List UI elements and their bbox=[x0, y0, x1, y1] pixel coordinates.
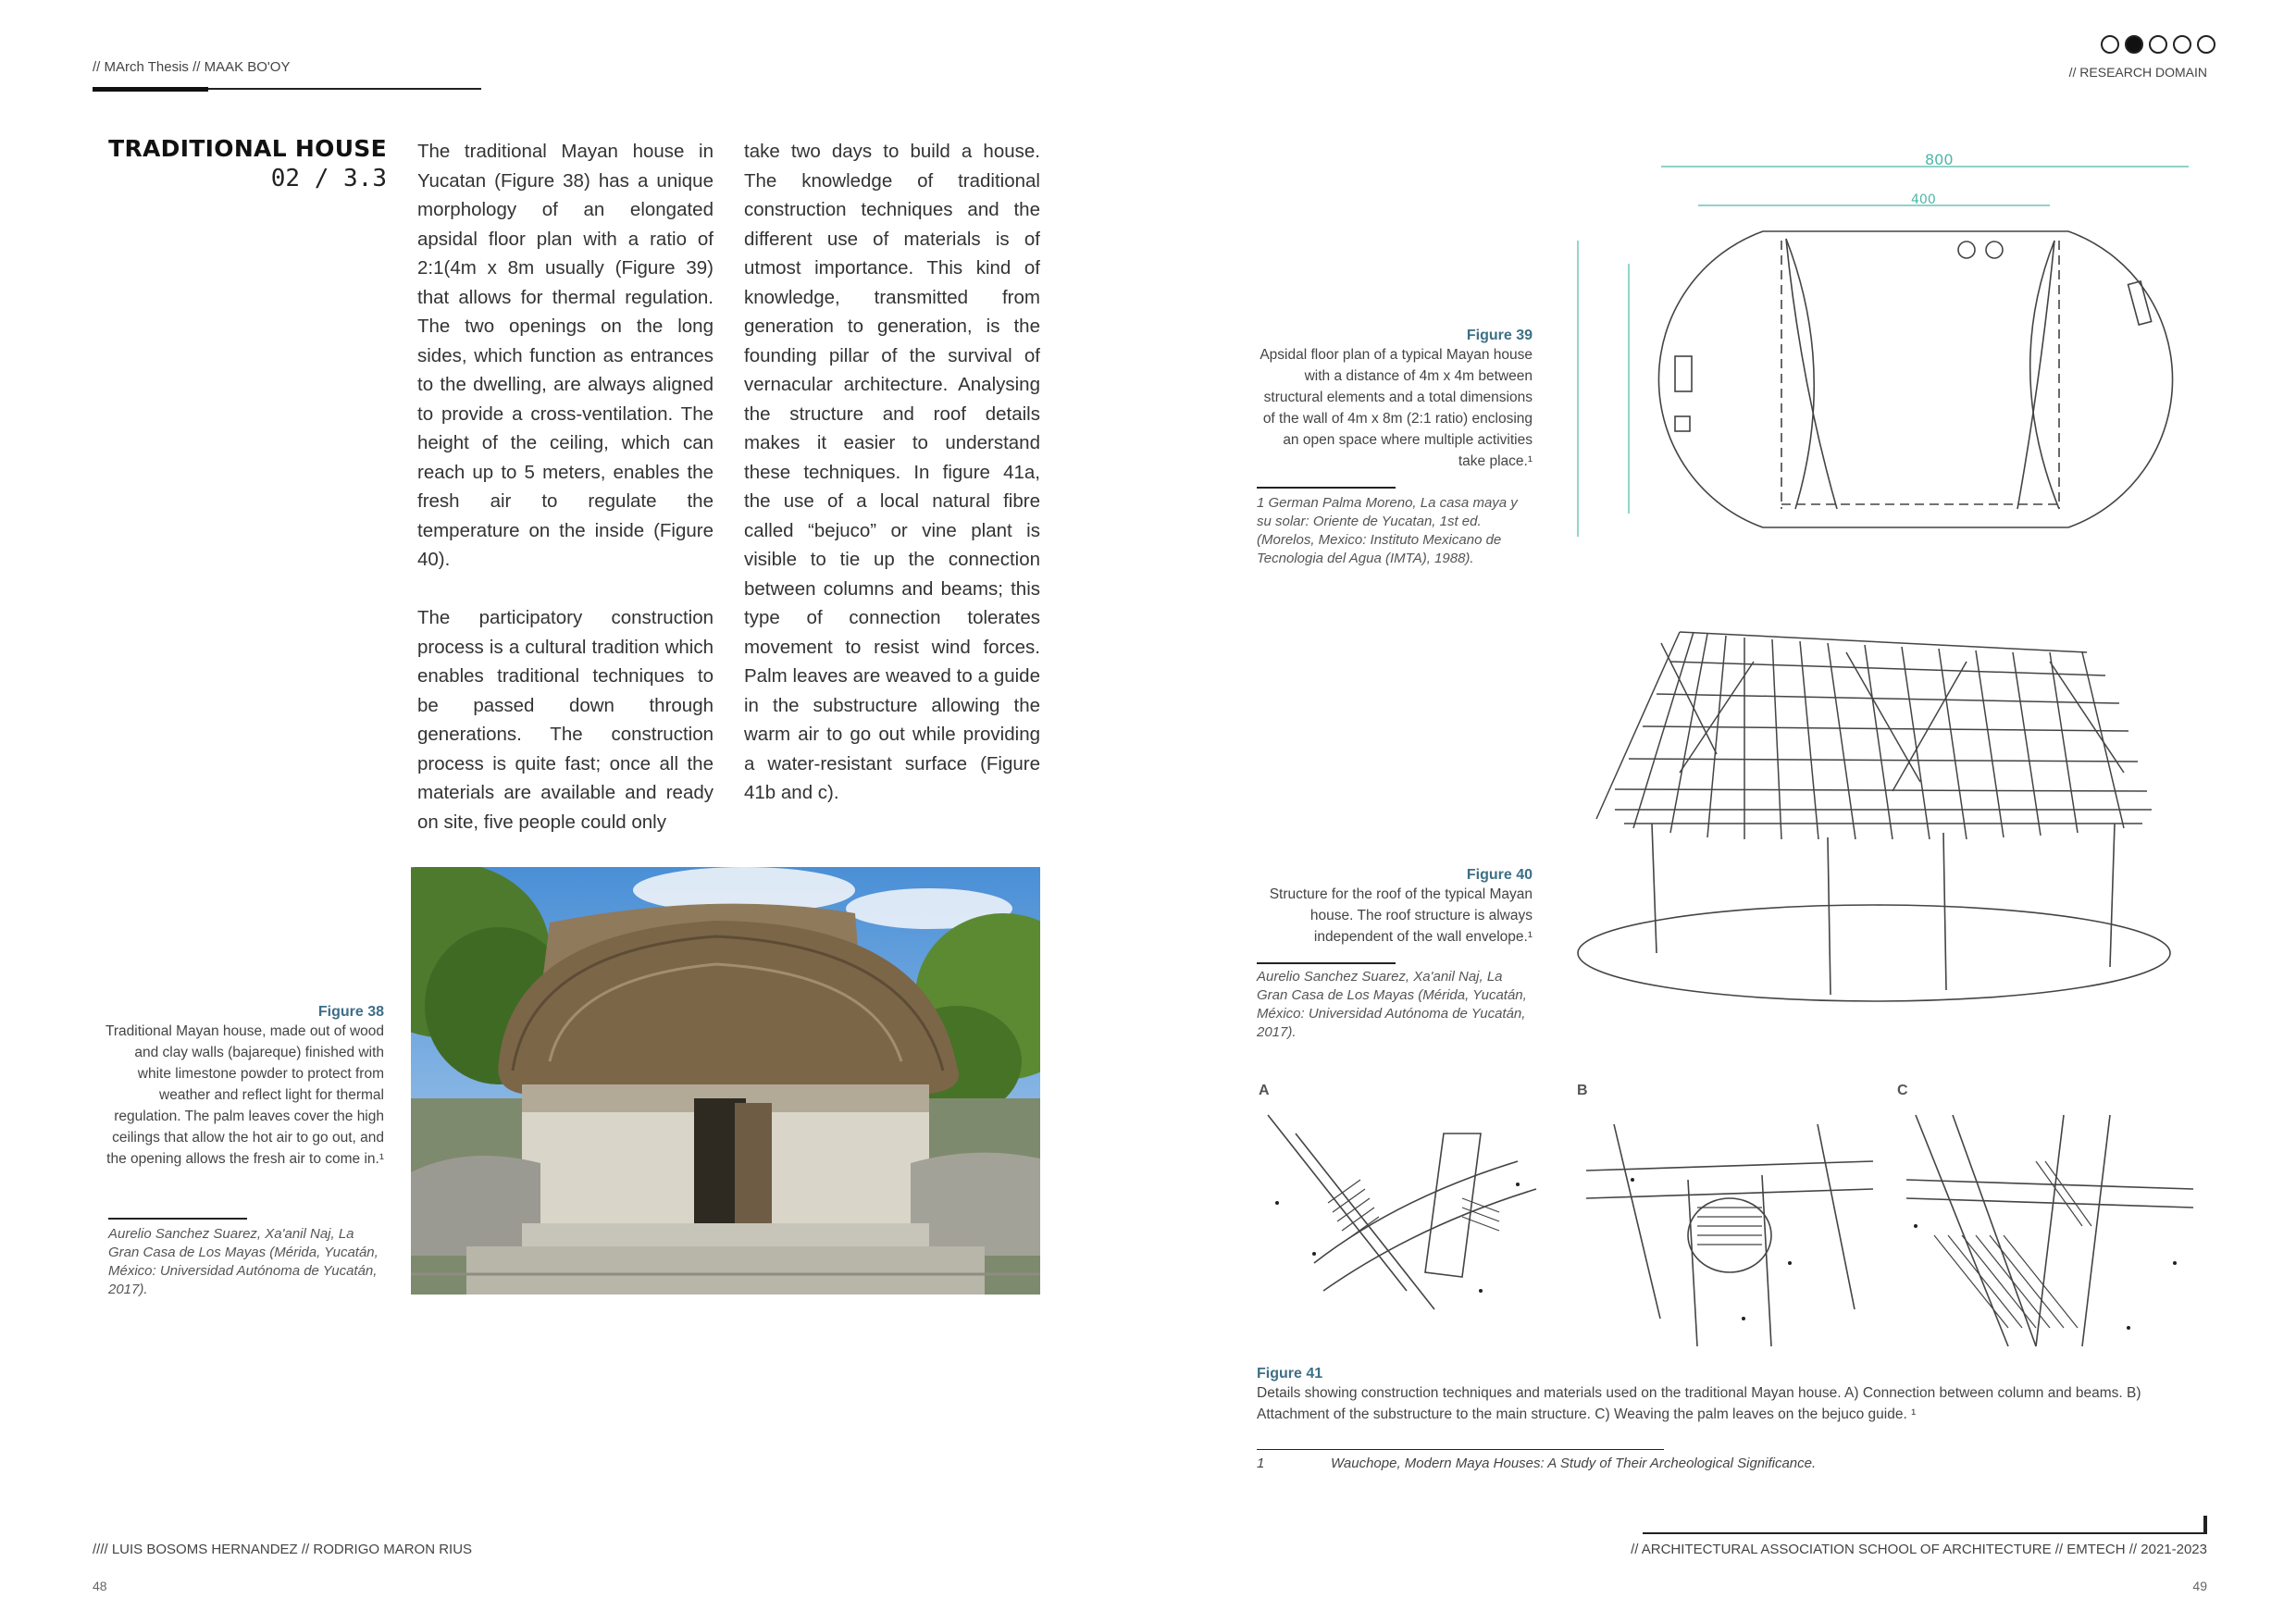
page-number-right: 49 bbox=[2192, 1579, 2207, 1593]
section-title: TRADITIONAL HOUSE bbox=[108, 135, 387, 162]
figure-40-title: Figure 40 bbox=[1466, 867, 1533, 883]
header-right: // RESEARCH DOMAIN bbox=[2068, 65, 2207, 80]
progress-dots bbox=[2101, 35, 2215, 54]
figure-40-rule bbox=[1257, 962, 1396, 964]
body-column-1 bbox=[417, 137, 714, 866]
body-paragraph: take two days to build a house. The knowledge of traditional construction techniques and the different use of materials is of utmost importance. This kind of knowledge, transmitted from generation to generation, is the founding pillar of the survival of vernacular architecture. Analysing the structure and roof details makes it easier to understand these techniques. In figure 41a, the use of a local natural fibre called “bejuco” or vine plant is visible to tie up the connection between columns and beams; this type of connection tolerates movement to resist wind forces. Palm leaves are weaved to a guide in the substructure allowing the warm air to go out while providing a water-resistant surface (Figure 41b and c). bbox=[744, 141, 1040, 803]
figure-40-text: Structure for the roof of the typical Mayan house. The roof structure is always independent of the wall envelope.¹ bbox=[1269, 886, 1533, 945]
figure-39-floor-plan bbox=[1559, 139, 2207, 546]
figure-40-caption bbox=[1259, 867, 1533, 948]
figure-41-detail-a bbox=[1259, 1106, 1564, 1356]
footer-rule bbox=[1643, 1532, 2207, 1534]
figure-41-note-number: 1 bbox=[1257, 1456, 1265, 1471]
figure-41-text: Details showing construction techniques and materials used on the traditional Mayan house. A) Connection between column and beams. B) Attachment of the substructure to the main structure. C) Weaving the palm leaves on the bejuco guide. ¹ bbox=[1257, 1385, 2141, 1422]
figure-41-label-b: B bbox=[1577, 1083, 1588, 1098]
figure-39-title: Figure 39 bbox=[1466, 328, 1533, 343]
body-paragraph: The traditional Mayan house in Yucatan (Figure 38) has a unique morphology of an elongated apsidal floor plan with a ratio of 2:1(4m x 8m usually (Figure 39) that allows for thermal regulation. The two openings on the long sides, which function as entrances to the dwelling, are always aligned to provide a cross-ventilation. The height of the ceiling, which can reach up to 5 meters, enables the fresh air to regulate the temperature on the inside (Figure 40). bbox=[417, 141, 714, 570]
figure-39-text: Apsidal floor plan of a typical Mayan house with a distance of 4m x 4m between structural elements and a total dimensions of the wall of 4m x 8m (2:1 ratio) enclosing an open space where multiple activities take place.¹ bbox=[1260, 347, 1533, 469]
figure-38-text: Traditional Mayan house, made out of wood and clay walls (bajareque) finished with white limestone powder to protect from weather and reflect light for thermal regulation. The palm leaves cover the high ceilings that allow the hot air to go out, and the opening allows the fresh air to come in.¹ bbox=[105, 1023, 384, 1167]
figure-39-note: 1 German Palma Moreno, La casa maya y su solar: Oriente de Yucatan, 1st ed. (Morelos, Mexico: Instituto Mexicano de Tecnologia del Agua (IMTA), 1988). bbox=[1257, 495, 1518, 566]
footer-school: // ARCHITECTURAL ASSOCIATION SCHOOL OF ARCHITECTURE // EMTECH // 2021-2023 bbox=[1631, 1542, 2207, 1557]
body-paragraph: The participatory construction process is a cultural tradition which enables traditional techniques to be passed down through generations. The construction process is quite fast; once all the materials are available and ready on site, five people could only bbox=[417, 607, 714, 833]
figure-41-note bbox=[1257, 1456, 2210, 1471]
footer-rule-tick bbox=[2203, 1516, 2207, 1534]
figure-40-roof-structure bbox=[1569, 625, 2179, 1013]
body-column-2 bbox=[744, 137, 1040, 836]
figure-38-rule bbox=[108, 1218, 247, 1220]
progress-dot bbox=[2149, 35, 2167, 54]
figure-38-caption bbox=[102, 1004, 384, 1170]
figure-41-label-c: C bbox=[1897, 1083, 1908, 1098]
dim-mid-label: 400 bbox=[1911, 192, 1936, 207]
figure-38-photo bbox=[411, 867, 1040, 1295]
figure-41-note-text: Wauchope, Modern Maya Houses: A Study of Their Archeological Significance. bbox=[1331, 1456, 1817, 1471]
figure-38-note: Aurelio Sanchez Suarez, Xa'anil Naj, La Gran Casa de Los Mayas (Mérida, Yucatán, México: Universidad Autónoma de Yucatán, 2017). bbox=[108, 1226, 379, 1297]
figure-40-note: Aurelio Sanchez Suarez, Xa'anil Naj, La Gran Casa de Los Mayas (Mérida, Yucatán, México: Universidad Autónoma de Yucatán, 2017). bbox=[1257, 969, 1527, 1040]
header-rule-accent bbox=[93, 87, 208, 92]
progress-dot-active bbox=[2125, 35, 2143, 54]
figure-41-title: Figure 41 bbox=[1257, 1366, 1323, 1381]
figure-38-title: Figure 38 bbox=[317, 1004, 384, 1020]
section-number: 02 / 3.3 bbox=[270, 165, 387, 192]
footer-authors: //// LUIS BOSOMS HERNANDEZ // RODRIGO MARON RIUS bbox=[93, 1542, 473, 1557]
figure-41-label-a: A bbox=[1259, 1083, 1270, 1098]
progress-dot bbox=[2173, 35, 2191, 54]
figure-41-detail-b bbox=[1577, 1106, 1882, 1356]
progress-dot bbox=[2101, 35, 2119, 54]
progress-dot bbox=[2197, 35, 2215, 54]
figure-41-caption bbox=[1257, 1366, 2210, 1425]
figure-41-detail-c bbox=[1897, 1106, 2207, 1356]
figure-39-caption bbox=[1259, 328, 1533, 472]
dim-top-label: 800 bbox=[1925, 151, 1954, 168]
header-left: // MArch Thesis // MAAK BO'OY bbox=[93, 59, 291, 75]
figure-41-rule bbox=[1257, 1449, 1664, 1450]
figure-39-rule bbox=[1257, 487, 1396, 489]
page-number-left: 48 bbox=[93, 1579, 107, 1593]
